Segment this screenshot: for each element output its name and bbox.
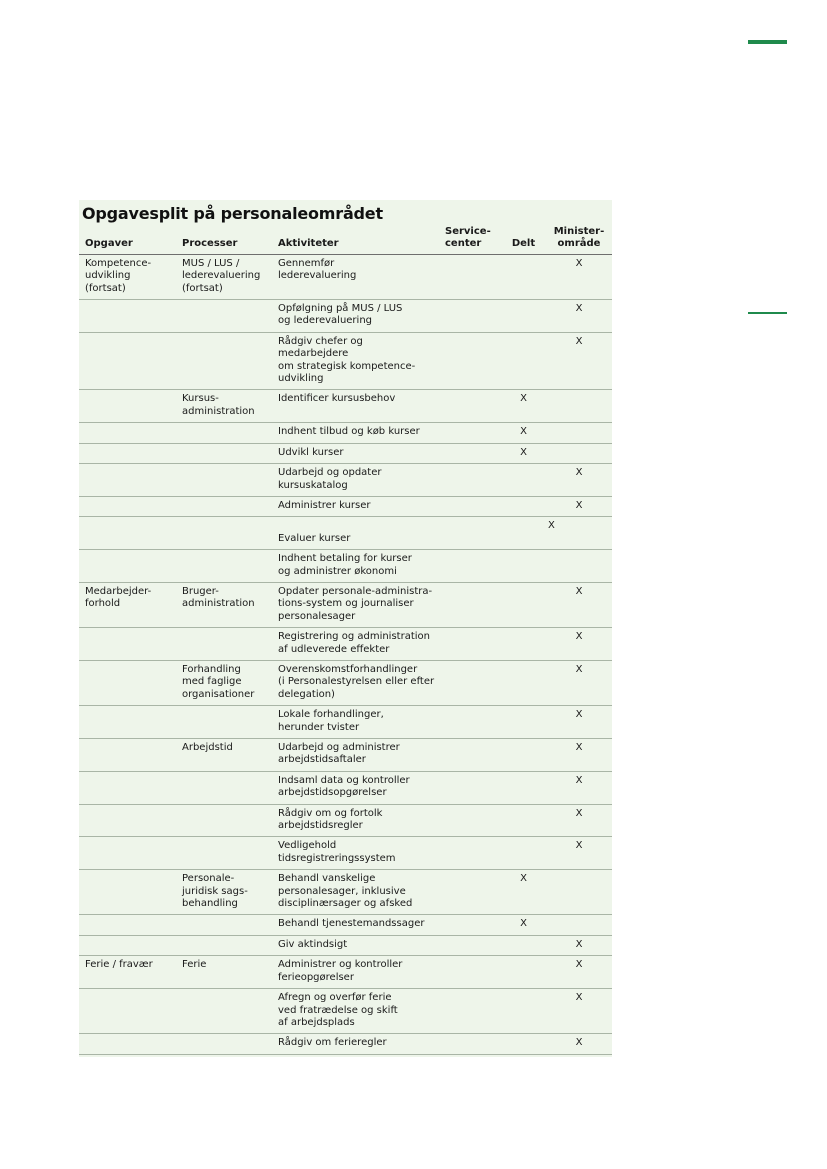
cell-aktiviteter: Identificer kursusbehov [272, 390, 439, 423]
cell-delt: X [501, 390, 544, 423]
table-row [79, 706, 612, 739]
cell-processer [176, 915, 272, 935]
cell-aktiviteter: Overenskomstforhandlinger (i Personalestyrelsen eller efter delegation) [272, 660, 439, 705]
cell-aktiviteter: Rådgiv chefer og medarbejdere om strategisk kompetence- udvikling [272, 332, 439, 390]
cell-servicecenter [439, 443, 501, 463]
cell-ministeromraade: X [544, 517, 612, 550]
table-row [79, 496, 612, 516]
table-header-row [79, 224, 612, 254]
cell-ministeromraade: X [544, 254, 612, 299]
cell-processer [176, 1034, 272, 1054]
table-row [79, 989, 612, 1034]
cell-opgaver [79, 443, 176, 463]
cell-servicecenter [439, 870, 501, 915]
cell-processer: MUS / LUS / lederevaluering (fortsat) [176, 254, 272, 299]
task-split-table [79, 224, 612, 1055]
table-row [79, 870, 612, 915]
cell-servicecenter [439, 956, 501, 989]
cell-aktiviteter: Udarbejd og opdater kursuskatalog [272, 464, 439, 497]
cell-opgaver [79, 464, 176, 497]
cell-ministeromraade: X [544, 332, 612, 390]
cell-servicecenter [439, 517, 501, 550]
table-row [79, 550, 612, 583]
cell-delt [501, 464, 544, 497]
cell-delt: X [501, 915, 544, 935]
cell-delt: X [501, 423, 544, 443]
cell-delt [501, 1034, 544, 1054]
table-row [79, 464, 612, 497]
cell-opgaver [79, 300, 176, 333]
cell-processer [176, 423, 272, 443]
cell-delt [501, 804, 544, 837]
cell-servicecenter [439, 582, 501, 627]
cell-processer [176, 550, 272, 583]
cell-aktiviteter: Udvikl kurser [272, 443, 439, 463]
cell-processer: Arbejdstid [176, 739, 272, 772]
cell-processer: Kursus- administration [176, 390, 272, 423]
table-row [79, 254, 612, 299]
cell-processer [176, 935, 272, 955]
cell-processer [176, 706, 272, 739]
header-aktiviteter: Aktiviteter [272, 224, 439, 254]
header-servicecenter: Service- center [439, 224, 501, 254]
cell-processer [176, 443, 272, 463]
table-body [79, 254, 612, 1054]
table-row [79, 517, 612, 550]
cell-servicecenter [439, 254, 501, 299]
cell-ministeromraade: X [544, 739, 612, 772]
cell-ministeromraade [544, 870, 612, 915]
cell-opgaver [79, 628, 176, 661]
cell-ministeromraade: X [544, 935, 612, 955]
cell-aktiviteter: Vedligehold tidsregistreringssystem [272, 837, 439, 870]
cell-servicecenter [439, 300, 501, 333]
table-row [79, 739, 612, 772]
cell-delt [501, 254, 544, 299]
table-row [79, 804, 612, 837]
cell-aktiviteter: Behandl tjenestemandssager [272, 915, 439, 935]
cell-processer [176, 517, 272, 550]
cell-aktiviteter: Rådgiv om ferieregler [272, 1034, 439, 1054]
cell-aktiviteter: Afregn og overfør ferie ved fratrædelse og skift af arbejdsplads [272, 989, 439, 1034]
header-opgaver: Opgaver [79, 224, 176, 254]
cell-servicecenter [439, 423, 501, 443]
cell-delt [501, 300, 544, 333]
cell-ministeromraade: X [544, 300, 612, 333]
table-row [79, 660, 612, 705]
table-row [79, 332, 612, 390]
cell-processer: Bruger- administration [176, 582, 272, 627]
cell-servicecenter [439, 550, 501, 583]
cell-delt [501, 771, 544, 804]
cell-aktiviteter: Evaluer kurser [272, 517, 439, 550]
side-accent-bar [748, 312, 787, 314]
cell-delt: X [501, 443, 544, 463]
cell-opgaver [79, 332, 176, 390]
cell-aktiviteter: Administrer og kontroller ferieopgørelser [272, 956, 439, 989]
cell-processer: Ferie [176, 956, 272, 989]
header-delt: Delt [501, 224, 544, 254]
cell-ministeromraade: X [544, 496, 612, 516]
cell-opgaver [79, 739, 176, 772]
cell-ministeromraade: X [544, 660, 612, 705]
cell-processer [176, 837, 272, 870]
cell-processer [176, 628, 272, 661]
cell-aktiviteter: Opfølgning på MUS / LUS og lederevaluering [272, 300, 439, 333]
table-row [79, 1034, 612, 1054]
cell-delt [501, 582, 544, 627]
cell-servicecenter [439, 989, 501, 1034]
cell-processer [176, 804, 272, 837]
cell-delt [501, 706, 544, 739]
cell-servicecenter [439, 915, 501, 935]
cell-aktiviteter: Behandl vanskelige personalesager, inklusive disciplinærsager og afsked [272, 870, 439, 915]
cell-delt [501, 550, 544, 583]
cell-servicecenter [439, 628, 501, 661]
cell-processer [176, 989, 272, 1034]
table-row [79, 935, 612, 955]
cell-servicecenter [439, 660, 501, 705]
table-row [79, 582, 612, 627]
table-row [79, 837, 612, 870]
cell-opgaver [79, 915, 176, 935]
cell-delt [501, 660, 544, 705]
cell-ministeromraade: X [544, 1034, 612, 1054]
cell-opgaver [79, 837, 176, 870]
cell-processer [176, 496, 272, 516]
cell-servicecenter [439, 804, 501, 837]
cell-ministeromraade [544, 915, 612, 935]
cell-opgaver [79, 517, 176, 550]
cell-aktiviteter: Giv aktindsigt [272, 935, 439, 955]
cell-delt [501, 989, 544, 1034]
table-row [79, 443, 612, 463]
cell-delt [501, 496, 544, 516]
cell-ministeromraade: X [544, 628, 612, 661]
cell-opgaver [79, 550, 176, 583]
cell-processer [176, 464, 272, 497]
cell-servicecenter [439, 464, 501, 497]
header-processer: Processer [176, 224, 272, 254]
cell-delt [501, 628, 544, 661]
cell-opgaver [79, 390, 176, 423]
cell-opgaver [79, 660, 176, 705]
cell-processer [176, 771, 272, 804]
table-row [79, 915, 612, 935]
cell-processer: Personale- juridisk sags- behandling [176, 870, 272, 915]
cell-delt [501, 739, 544, 772]
cell-ministeromraade: X [544, 706, 612, 739]
cell-opgaver: Kompetence- udvikling (fortsat) [79, 254, 176, 299]
cell-aktiviteter: Rådgiv om og fortolk arbejdstidsregler [272, 804, 439, 837]
cell-delt [501, 837, 544, 870]
cell-processer [176, 332, 272, 390]
task-split-panel [79, 200, 612, 1057]
cell-delt [501, 332, 544, 390]
cell-ministeromraade: X [544, 956, 612, 989]
cell-ministeromraade: X [544, 582, 612, 627]
cell-delt: X [501, 870, 544, 915]
cell-servicecenter [439, 739, 501, 772]
cell-opgaver [79, 989, 176, 1034]
cell-delt [501, 935, 544, 955]
cell-opgaver [79, 804, 176, 837]
cell-opgaver [79, 423, 176, 443]
cell-ministeromraade: X [544, 771, 612, 804]
cell-aktiviteter: Opdater personale-administra- tions-system og journaliser personalesager [272, 582, 439, 627]
cell-opgaver [79, 935, 176, 955]
table-row [79, 390, 612, 423]
cell-opgaver [79, 771, 176, 804]
cell-ministeromraade: X [544, 837, 612, 870]
cell-opgaver: Medarbejder- forhold [79, 582, 176, 627]
cell-opgaver [79, 1034, 176, 1054]
panel-title: Opgavesplit på personaleområdet [82, 204, 383, 223]
table-row [79, 956, 612, 989]
cell-ministeromraade [544, 390, 612, 423]
top-accent-bar [748, 40, 787, 44]
table-row [79, 300, 612, 333]
table-row [79, 628, 612, 661]
cell-servicecenter [439, 332, 501, 390]
cell-servicecenter [439, 837, 501, 870]
cell-ministeromraade: X [544, 464, 612, 497]
table-row [79, 771, 612, 804]
cell-opgaver: Ferie / fravær [79, 956, 176, 989]
cell-processer: Forhandling med faglige organisationer [176, 660, 272, 705]
cell-ministeromraade: X [544, 989, 612, 1034]
cell-aktiviteter: Gennemfør lederevaluering [272, 254, 439, 299]
cell-aktiviteter: Indsaml data og kontroller arbejdstidsopgørelser [272, 771, 439, 804]
cell-servicecenter [439, 935, 501, 955]
header-ministeromraade: Minister- område [544, 224, 612, 254]
cell-servicecenter [439, 706, 501, 739]
cell-aktiviteter: Administrer kurser [272, 496, 439, 516]
cell-servicecenter [439, 771, 501, 804]
cell-ministeromraade [544, 423, 612, 443]
cell-opgaver [79, 496, 176, 516]
cell-servicecenter [439, 496, 501, 516]
cell-opgaver [79, 870, 176, 915]
cell-aktiviteter: Indhent betaling for kurser og administrer økonomi [272, 550, 439, 583]
cell-aktiviteter: Indhent tilbud og køb kurser [272, 423, 439, 443]
cell-servicecenter [439, 390, 501, 423]
cell-aktiviteter: Udarbejd og administrer arbejdstidsaftaler [272, 739, 439, 772]
cell-ministeromraade: X [544, 804, 612, 837]
cell-aktiviteter: Lokale forhandlinger, herunder tvister [272, 706, 439, 739]
cell-processer [176, 300, 272, 333]
cell-servicecenter [439, 1034, 501, 1054]
cell-opgaver [79, 706, 176, 739]
cell-ministeromraade [544, 550, 612, 583]
cell-ministeromraade [544, 443, 612, 463]
cell-delt [501, 956, 544, 989]
cell-aktiviteter: Registrering og administration af udleverede effekter [272, 628, 439, 661]
table-row [79, 423, 612, 443]
cell-delt [501, 517, 544, 550]
